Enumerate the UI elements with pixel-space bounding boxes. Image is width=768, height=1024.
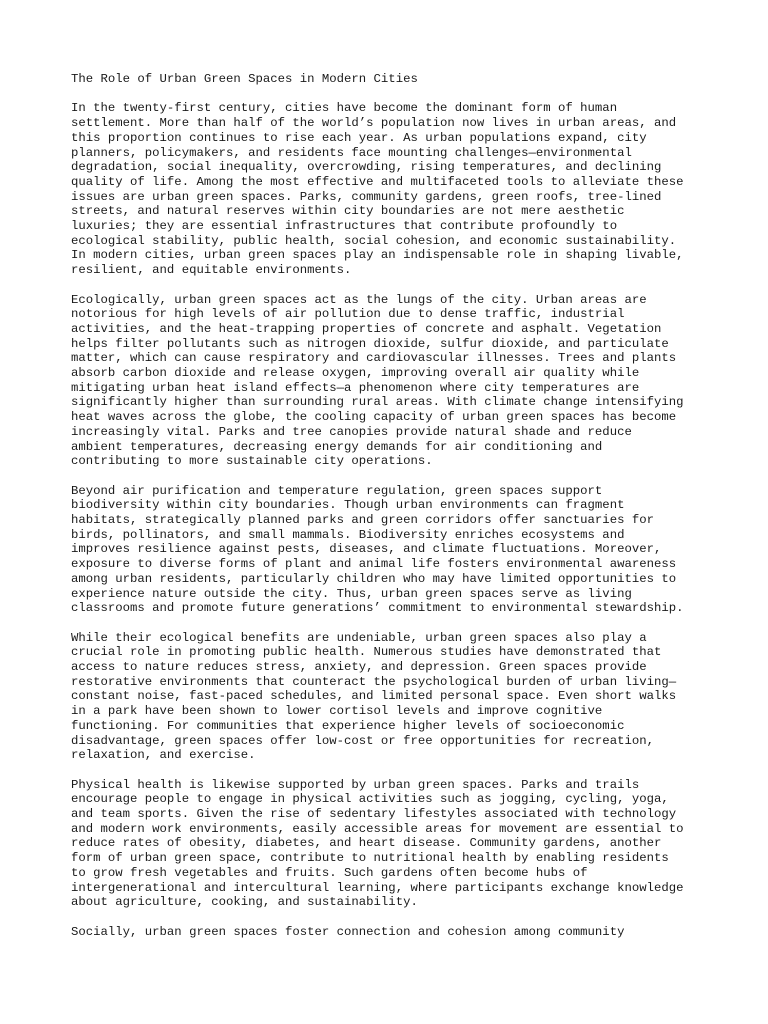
paragraph — [71, 925, 721, 940]
text-line: Socially, urban green spaces foster connection and cohesion among community — [71, 924, 625, 939]
text-line: absorb carbon dioxide and release oxygen, improving overall air quality while — [71, 366, 640, 381]
paragraph — [71, 484, 721, 616]
text-line: helps filter pollutants such as nitrogen dioxide, sulfur dioxide, and particulate — [71, 336, 669, 351]
text-line: experience nature outside the city. Thus, urban green spaces serve as living — [71, 586, 632, 601]
text-line: mitigating urban heat island effects—a phenomenon where city temperatures are — [71, 380, 640, 395]
text-line: While their ecological benefits are undeniable, urban green spaces also play a — [71, 630, 647, 645]
text-line: Beyond air purification and temperature regulation, green spaces support — [71, 483, 603, 498]
text-line: relaxation, and exercise. — [71, 748, 256, 763]
text-line: ambient temperatures, decreasing energy demands for air conditioning and — [71, 439, 603, 454]
text-line: this proportion continues to rise each year. As urban populations expand, city — [71, 130, 647, 145]
document-body — [71, 101, 721, 939]
text-line: significantly higher than surrounding rural areas. With climate change intensifying — [71, 395, 684, 410]
text-line: constant noise, fast-paced schedules, and limited personal space. Even short walks — [71, 689, 677, 704]
text-line: activities, and the heat-trapping properties of concrete and asphalt. Vegetation — [71, 321, 662, 336]
text-line: Ecologically, urban green spaces act as the lungs of the city. Urban areas are — [71, 292, 647, 307]
text-line: issues are urban green spaces. Parks, community gardens, green roofs, tree-lined — [71, 189, 662, 204]
text-line: quality of life. Among the most effective and multifaceted tools to alleviate these — [71, 174, 684, 189]
text-line: access to nature reduces stress, anxiety, and depression. Green spaces provide — [71, 660, 647, 675]
text-line: In the twenty-first century, cities have become the dominant form of human — [71, 101, 618, 116]
text-line: ecological stability, public health, social cohesion, and economic sustainability. — [71, 233, 677, 248]
paragraph — [71, 631, 721, 763]
text-line: habitats, strategically planned parks and green corridors offer sanctuaries for — [71, 513, 654, 528]
text-line: encourage people to engage in physical activities such as jogging, cycling, yoga, — [71, 792, 669, 807]
text-line: intergenerational and intercultural learning, where participants exchange knowledge — [71, 880, 684, 895]
text-line: reduce rates of obesity, diabetes, and heart disease. Community gardens, another — [71, 836, 662, 851]
text-line: In modern cities, urban green spaces play an indispensable role in shaping livable, — [71, 248, 684, 263]
text-line: among urban residents, particularly children who may have limited opportunities to — [71, 571, 677, 586]
text-line: biodiversity within city boundaries. Though urban environments can fragment — [71, 498, 625, 513]
text-line: Physical health is likewise supported by urban green spaces. Parks and trails — [71, 777, 640, 792]
text-line: settlement. More than half of the world’s population now lives in urban areas, and — [71, 116, 677, 131]
text-line: classrooms and promote future generations’ commitment to environmental stewardship. — [71, 601, 684, 616]
text-line: birds, pollinators, and small mammals. Biodiversity enriches ecosystems and — [71, 527, 625, 542]
text-line: matter, which can cause respiratory and cardiovascular illnesses. Trees and plants — [71, 351, 677, 366]
text-line: restorative environments that counteract the psychological burden of urban living— — [71, 674, 677, 689]
text-line: and team sports. Given the rise of sedentary lifestyles associated with technology — [71, 807, 677, 822]
text-line: contributing to more sustainable city operations. — [71, 454, 433, 469]
text-line: luxuries; they are essential infrastructures that contribute profoundly to — [71, 219, 618, 234]
text-line: resilient, and equitable environments. — [71, 263, 352, 278]
text-line: notorious for high levels of air pollution due to dense traffic, industrial — [71, 307, 625, 322]
text-line: and modern work environments, easily accessible areas for movement are essential to — [71, 821, 684, 836]
paragraph — [71, 293, 721, 469]
text-line: degradation, social inequality, overcrowding, rising temperatures, and declining — [71, 160, 662, 175]
text-line: increasingly vital. Parks and tree canopies provide natural shade and reduce — [71, 424, 632, 439]
text-line: form of urban green space, contribute to nutritional health by enabling residents — [71, 851, 669, 866]
text-line: exposure to diverse forms of plant and animal life fosters environmental awareness — [71, 557, 677, 572]
document-title: The Role of Urban Green Spaces in Modern Cities — [71, 72, 418, 86]
text-line: about agriculture, cooking, and sustainability. — [71, 895, 418, 910]
paragraph — [71, 101, 721, 277]
text-line: planners, policymakers, and residents face mounting challenges—environmental — [71, 145, 632, 160]
text-line: to grow fresh vegetables and fruits. Such gardens often become hubs of — [71, 865, 588, 880]
text-line: crucial role in promoting public health. Numerous studies have demonstrated that — [71, 645, 662, 660]
text-line: heat waves across the globe, the cooling capacity of urban green spaces has become — [71, 410, 677, 425]
text-line: in a park have been shown to lower cortisol levels and improve cognitive — [71, 704, 603, 719]
text-line: streets, and natural reserves within city boundaries are not mere aesthetic — [71, 204, 625, 219]
document-page — [71, 72, 721, 954]
text-line: improves resilience against pests, diseases, and climate fluctuations. Moreover, — [71, 542, 662, 557]
text-line: disadvantage, green spaces offer low-cost or free opportunities for recreation, — [71, 733, 654, 748]
text-line: functioning. For communities that experience higher levels of socioeconomic — [71, 718, 625, 733]
paragraph — [71, 778, 721, 910]
